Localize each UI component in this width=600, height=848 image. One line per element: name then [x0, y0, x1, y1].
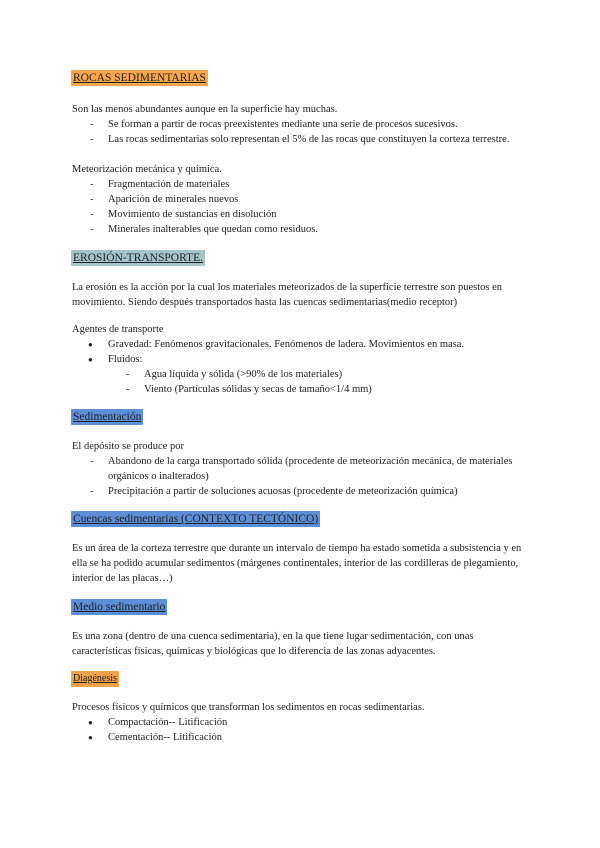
heading-rocas-sedimentarias: ROCAS SEDIMENTARIAS: [73, 72, 206, 84]
list-item: ● Fluidos:: [72, 352, 532, 367]
list-item: ● Compactación-- Litificación: [72, 715, 532, 730]
sedimentacion-intro: El depósito se produce por: [72, 441, 184, 452]
list-item: ● Gravedad: Fenómenos gravitacionales. Fenómenos de ladera. Movimientos en masa.: [72, 337, 532, 352]
heading-erosion-transporte: EROSIÓN-TRANSPORTE.: [73, 252, 203, 264]
rocas-intro: Son las menos abundantes aunque en la superficie hay muchas.: [72, 104, 338, 115]
list-item: - Precipitación a partir de soluciones acuosas (procedente de meteorización química): [72, 484, 532, 499]
heading-sedimentacion: Sedimentación: [73, 411, 142, 423]
agentes-list: [72, 337, 532, 367]
list-item: - Las rocas sedimentarias solo representan el 5% de las rocas que constituyen la corteza terrestre.: [72, 132, 532, 147]
diagenesis-list: [72, 715, 532, 745]
cuencas-title: Cuencas sedimentarias: [73, 513, 179, 525]
agentes-label: Agentes de transporte: [72, 324, 164, 335]
meteorizacion-list: [72, 177, 532, 237]
erosion-paragraph: La erosión es la acción por la cual los materiales meteorizados de la superficie terrestre son puestos en movimiento. Siendo después transportados hasta las cuencas sedimentarias(medio receptor): [72, 282, 503, 308]
heading-medio-sedimentario: Medio sedimentario: [73, 601, 166, 613]
list-item: - Aparición de minerales nuevos: [72, 192, 532, 207]
rocas-list: [72, 117, 532, 147]
list-item: - Minerales inalterables que quedan como residuos.: [72, 222, 532, 237]
document-content: [72, 70, 532, 745]
sedimentacion-list: [72, 454, 532, 499]
list-item: - Viento (Partículas sólidas y secas de tamaño<1/4 mm): [72, 382, 532, 397]
list-item: - Agua líquida y sólida (>90% de los materiales): [72, 367, 532, 382]
list-item: ● Cementación-- Litificación: [72, 730, 532, 745]
fluidos-sublist: [72, 367, 532, 397]
list-item: - Movimiento de sustancias en disolución: [72, 207, 532, 222]
list-item: - Se forman a partir de rocas preexistentes mediante una serie de procesos sucesivos.: [72, 117, 532, 132]
heading-diagenesis: Diagénesis: [71, 671, 119, 687]
cuencas-paragraph: Es un área de la corteza terrestre que durante un intervalo de tiempo ha estado sometida a subsistencia y en ella se ha podido acumular sedimentos (márgenes continentales, interior de las cordilleras de plegamiento, interior de las placas…): [72, 543, 522, 584]
cuencas-title-suffix: (CONTEXTO TECTÓNICO): [178, 513, 319, 525]
list-item: - Abandono de la carga transportado sólida (procedente de meteorización mecánica, de materiales orgánicos o inalterados): [72, 454, 532, 484]
diagenesis-intro: Procesos físicos y químicos que transforman los sedimentos en rocas sedimentarias.: [72, 702, 425, 713]
list-item: - Fragmentación de materiales: [72, 177, 532, 192]
meteorizacion-intro: Meteorización mecánica y química.: [72, 164, 222, 175]
heading-cuencas-sedimentarias: [71, 511, 320, 527]
medio-paragraph: Es una zona (dentro de una cuenca sedimentaria), en la que tiene lugar sedimentación, con unas características físicas, químicas y biológicas que lo diferencia de las zonas adyacentes.: [72, 631, 474, 657]
